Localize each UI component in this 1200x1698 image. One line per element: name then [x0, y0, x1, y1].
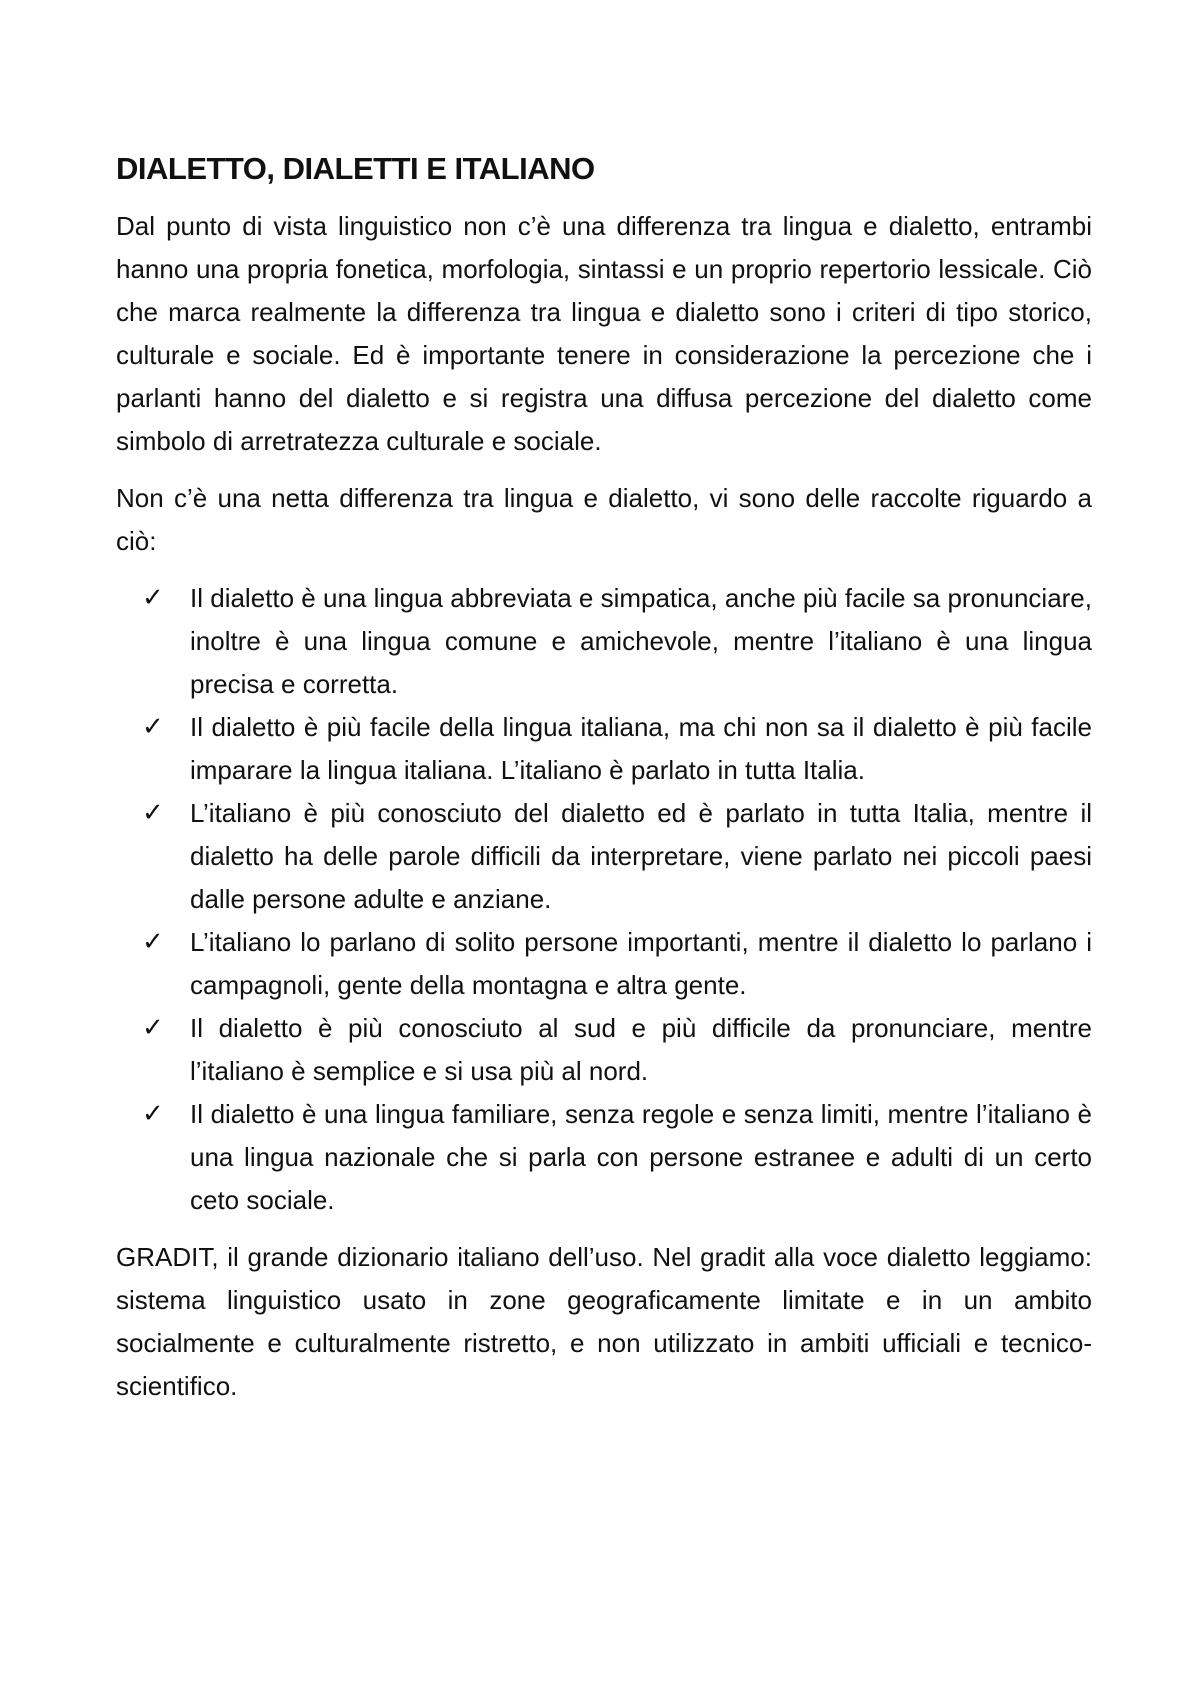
list-item-text: Il dialetto è una lingua familiare, senza regole e senza limiti, mentre l’italiano è una lingua nazionale che si parla con persone estranee e adulti di un certo ceto sociale.: [190, 1099, 1092, 1216]
list-item: [116, 1007, 1092, 1093]
paragraph-intro: Dal punto di vista linguistico non c’è una differenza tra lingua e dialetto, entrambi hanno una propria fonetica, morfologia, sintassi e un proprio repertorio lessicale. Ciò che marca realmente la differenza tra lingua e dialetto sono i criteri di tipo storico, culturale e sociale. Ed è importante tenere in considerazione la percezione che i parlanti hanno del dialetto e si registra una diffusa percezione del dialetto come simbolo di arretratezza culturale e sociale.: [116, 211, 1092, 457]
list-item-text: Il dialetto è una lingua abbreviata e simpatica, anche più facile sa pronunciare, inoltre è una lingua comune e amichevole, mentre l’italiano è una lingua precisa e corretta.: [190, 583, 1092, 700]
checkmark-icon: ✓: [142, 1013, 164, 1044]
list-item: [116, 792, 1092, 921]
paragraph-list-intro: Non c’è una netta differenza tra lingua e dialetto, vi sono delle raccolte riguardo a ciò:: [116, 483, 1092, 557]
document-title: DIALETTO, DIALETTI E ITALIANO: [116, 151, 595, 186]
list-item: [116, 706, 1092, 792]
checkmark-icon: ✓: [142, 798, 164, 829]
list-item: [116, 921, 1092, 1007]
list-item-text: Il dialetto è più conosciuto al sud e più difficile da pronunciare, mentre l’italiano è semplice e si usa più al nord.: [190, 1013, 1092, 1087]
list-item-text: Il dialetto è più facile della lingua italiana, ma chi non sa il dialetto è più facile imparare la lingua italiana. L’italiano è parlato in tutta Italia.: [190, 712, 1092, 786]
checkmark-icon: ✓: [142, 927, 164, 958]
checkmark-icon: ✓: [142, 1099, 164, 1130]
list-item: [116, 1093, 1092, 1222]
check-list: [116, 577, 1092, 1222]
checkmark-icon: ✓: [142, 712, 164, 743]
list-item-text: L’italiano lo parlano di solito persone importanti, mentre il dialetto lo parlano i campagnoli, gente della montagna e altra gente.: [190, 927, 1092, 1001]
paragraph-gradit: GRADIT, il grande dizionario italiano dell’uso. Nel gradit alla voce dialetto leggiamo: sistema linguistico usato in zone geograficamente limitate e in un ambito socialmente e culturalmente ristretto, e non utilizzato in ambiti ufficiali e tecnico-scientifico.: [116, 1242, 1092, 1402]
checkmark-icon: ✓: [142, 583, 164, 614]
list-item: [116, 577, 1092, 706]
list-item-text: L’italiano è più conosciuto del dialetto ed è parlato in tutta Italia, mentre il dialetto ha delle parole difficili da interpretare, viene parlato nei piccoli paesi dalle persone adulte e anziane.: [190, 798, 1092, 915]
document-page: [116, 150, 1092, 1422]
